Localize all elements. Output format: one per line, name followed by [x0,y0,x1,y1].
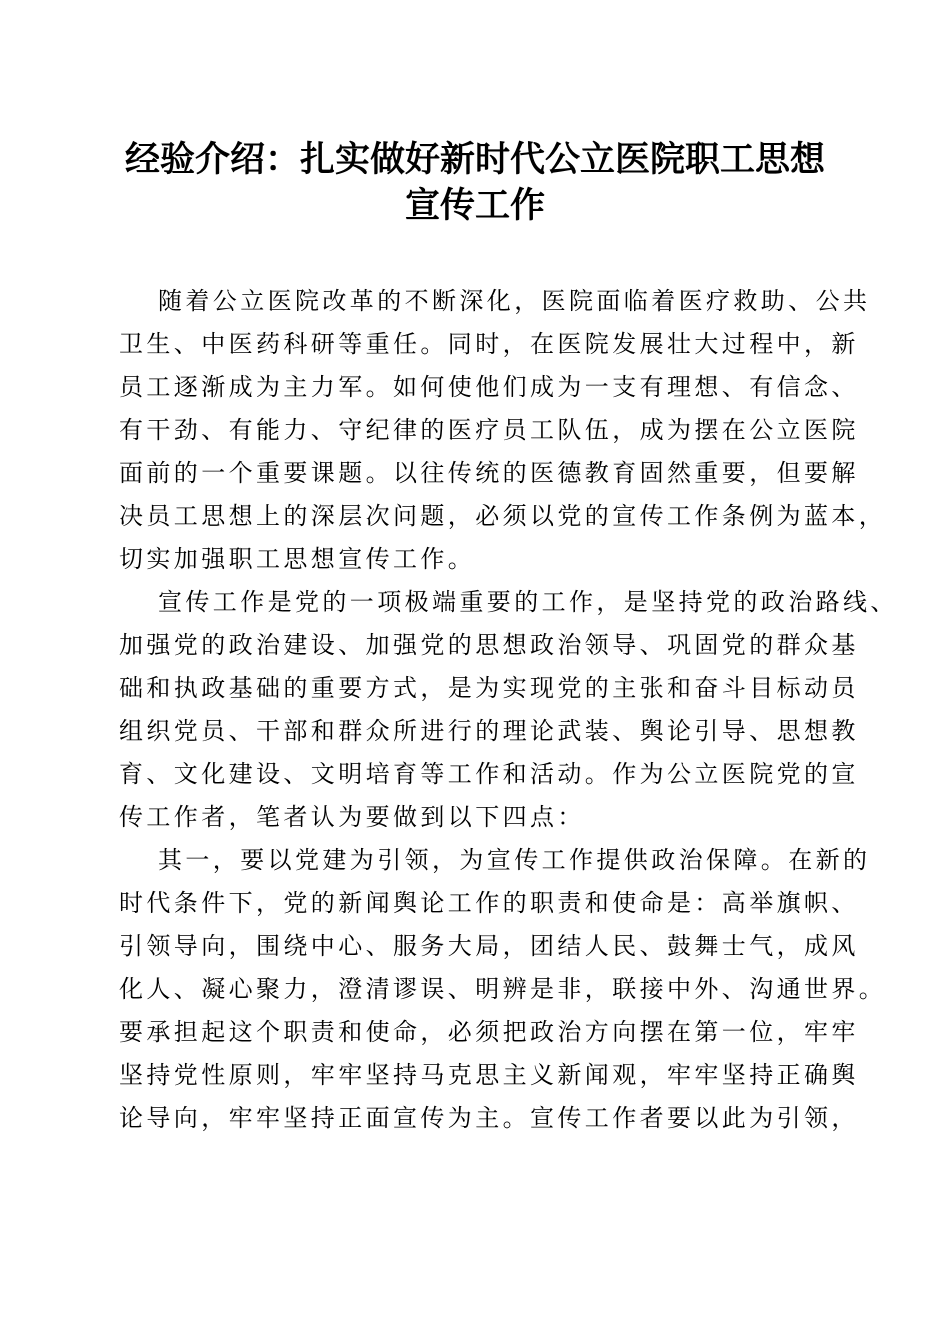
title-line: 宣传工作 [404,185,545,226]
paragraph-1 [119,280,887,581]
text-line: 员工逐渐成为主力军。如何使他们成为一支有理想、有信念、 [119,373,859,401]
document-title [100,137,850,229]
text-line: 础和执政基础的重要方式，是为实现党的主张和奋斗目标动员 [119,674,859,702]
title-line: 经验介绍：扎实做好新时代公立医院职工思想 [124,139,825,180]
document-body [119,280,898,1140]
text-line: 组织党员、干部和群众所进行的理论武装、舆论引导、思想教 [119,717,859,745]
text-line: 随着公立医院改革的不断深化，医院面临着医疗救助、公共 [158,287,871,315]
text-line: 化人、凝心聚力，澄清谬误、明辨是非，联接中外、沟通世界。 [119,975,887,1003]
text-line: 引领导向，围绕中心、服务大局，团结人民、鼓舞士气，成风 [119,932,859,960]
text-line: 坚持党性原则，牢牢坚持马克思主义新闻观，牢牢坚持正确舆 [119,1061,859,1089]
text-line: 有干劲、有能力、守纪律的医疗员工队伍，成为摆在公立医院 [119,416,859,444]
paragraph-2 [119,581,898,839]
text-line: 时代条件下，党的新闻舆论工作的职责和使命是：高举旗帜、 [119,889,859,917]
text-line: 加强党的政治建设、加强党的思想政治领导、巩固党的群众基 [119,631,859,659]
text-line: 其一，要以党建为引领，为宣传工作提供政治保障。在新的 [158,846,871,874]
text-line: 传工作者，笔者认为要做到以下四点： [119,803,585,831]
text-line: 卫生、中医药科研等重任。同时，在医院发展壮大过程中，新 [119,330,859,358]
text-line: 切实加强职工思想宣传工作。 [119,545,476,573]
text-line: 要承担起这个职责和使命，必须把政治方向摆在第一位，牢牢 [119,1018,859,1046]
paragraph-3 [119,839,887,1140]
text-line: 育、文化建设、文明培育等工作和活动。作为公立医院党的宣 [119,760,859,788]
text-line: 决员工思想上的深层次问题，必须以党的宣传工作条例为蓝本， [119,502,887,530]
text-line: 面前的一个重要课题。以往传统的医德教育固然重要，但要解 [119,459,859,487]
text-line: 宣传工作是党的一项极端重要的工作，是坚持党的政治路线、 [158,588,898,616]
text-line: 论导向，牢牢坚持正面宣传为主。宣传工作者要以此为引领， [119,1104,859,1132]
